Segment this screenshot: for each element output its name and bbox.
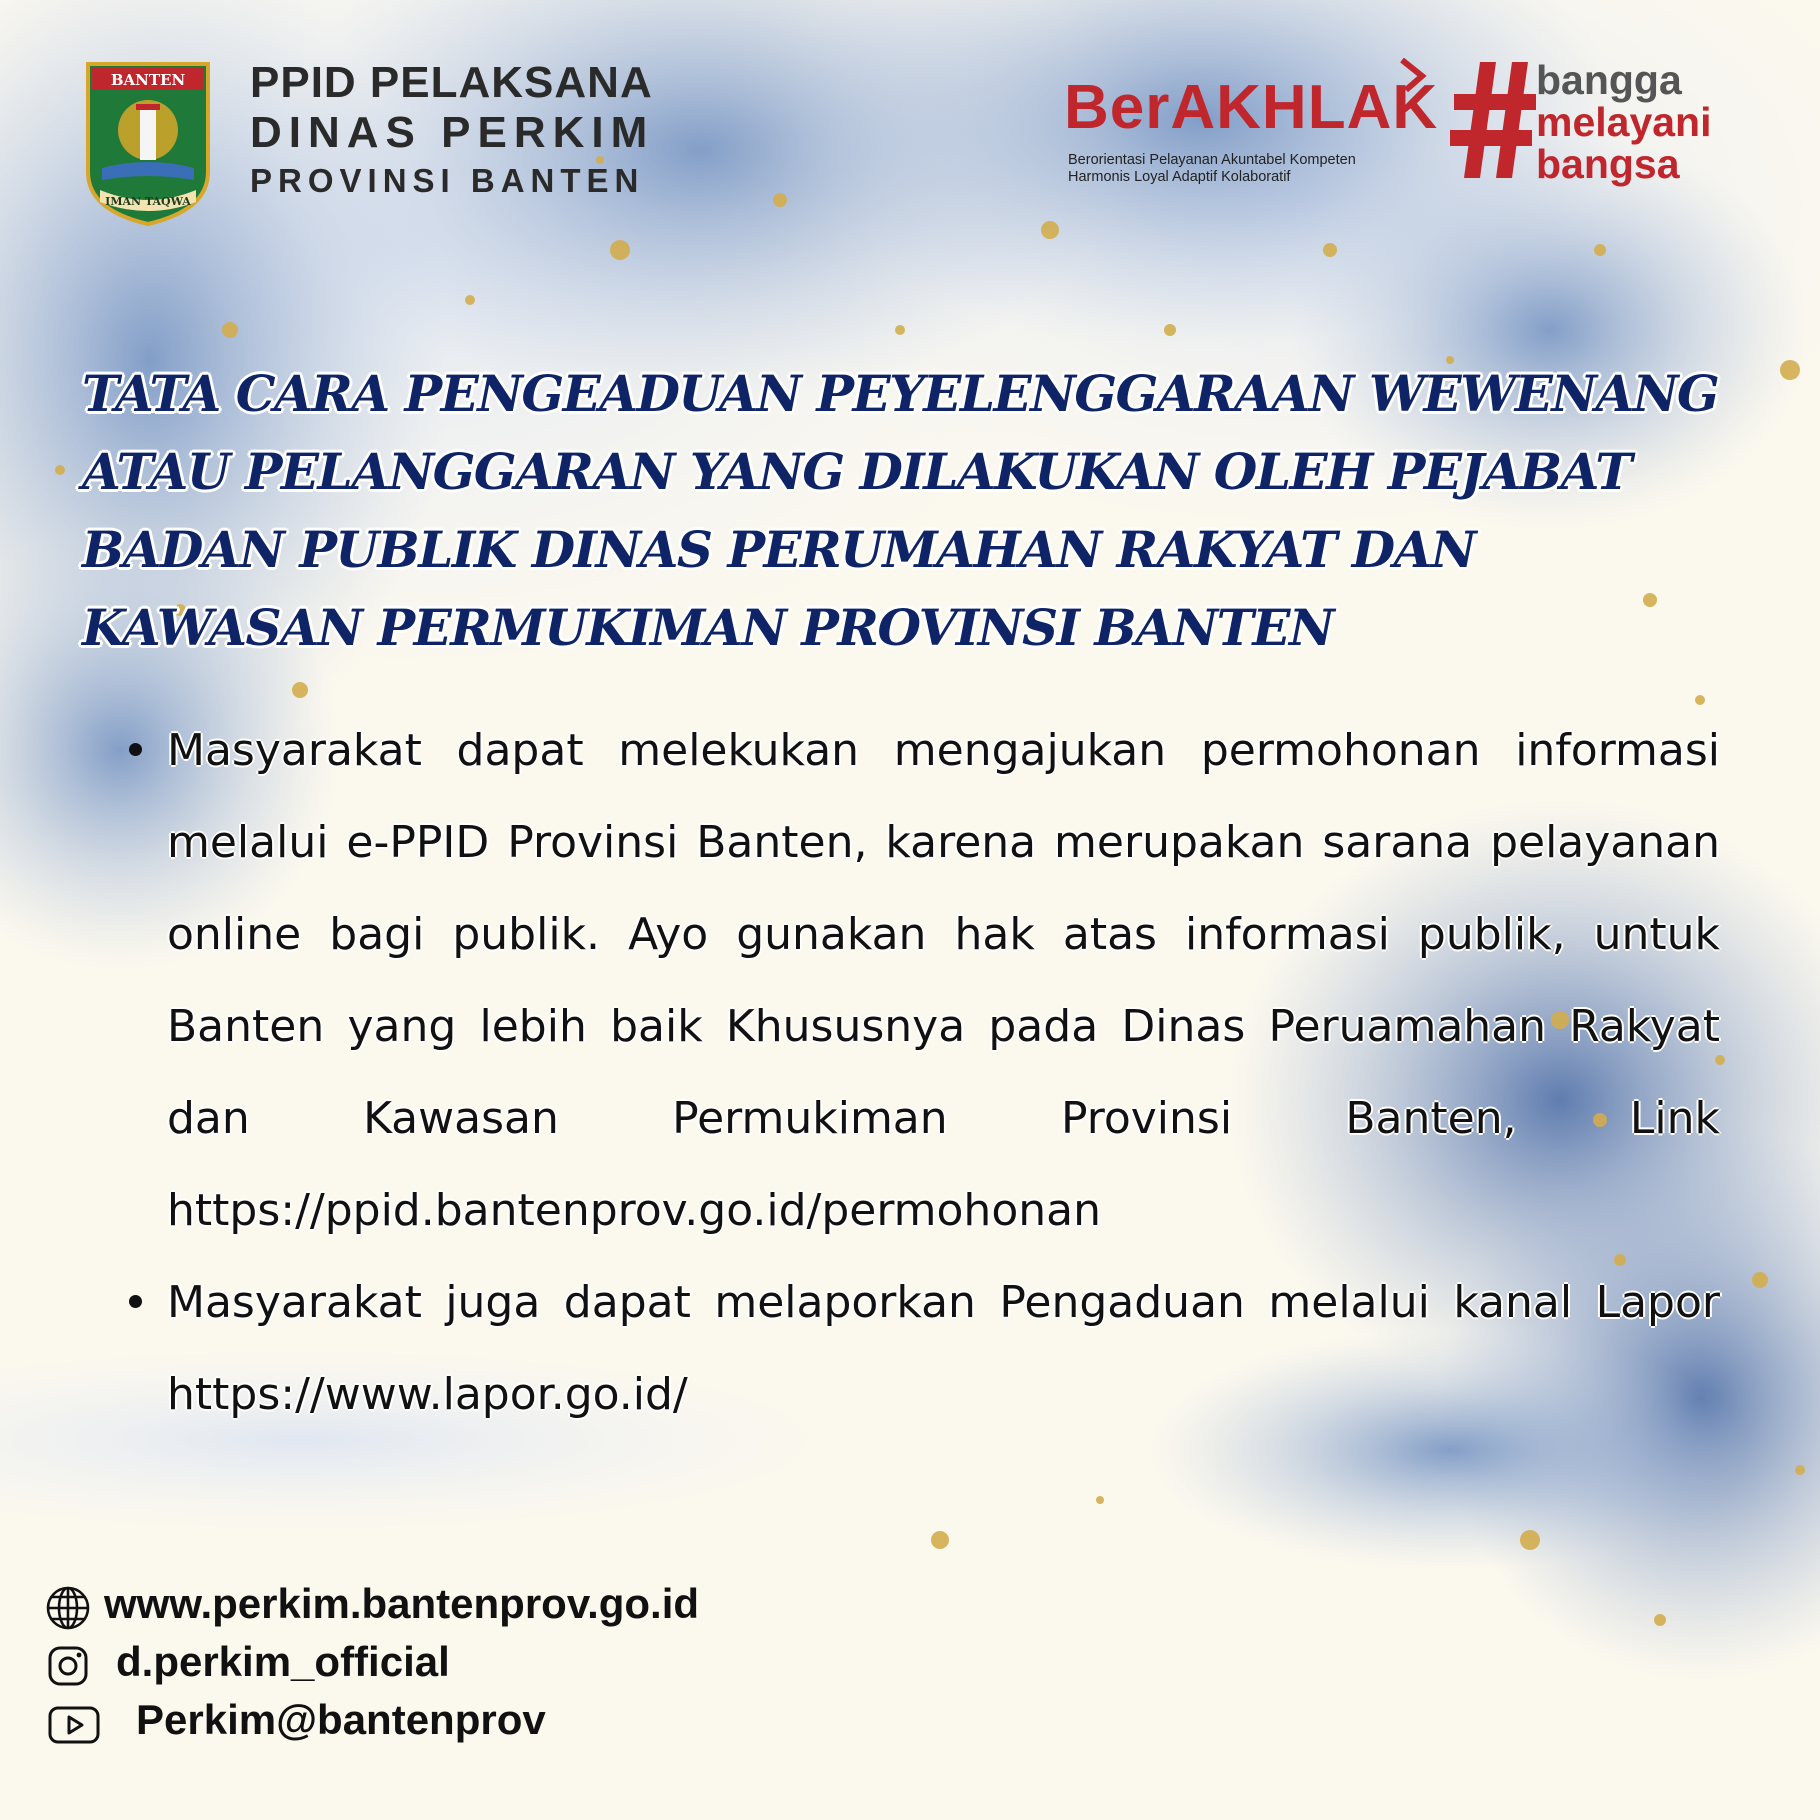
bullet-text-2: Masyarakat juga dapat melaporkan Pengaduan melalui kanal Lapor https://www.lapor.go.id/ xyxy=(167,1277,1720,1420)
berakhlak-sub-1: Berorientasi Pelayanan Akuntabel Kompeten xyxy=(1068,152,1356,168)
bangga-melayani-bangsa-logo xyxy=(1450,50,1720,190)
page-title xyxy=(82,355,1782,667)
title-line-3: BADAN PUBLIK DINAS PERUMAHAN RAKYAT DAN xyxy=(82,520,1476,579)
instagram-icon xyxy=(44,1642,92,1690)
bangga-word-1: bangga xyxy=(1536,57,1682,103)
title-line-1: TATA CARA PENGEADUAN PEYELENGGARAAN WEWENANG xyxy=(82,364,1719,423)
berakhlak-logo xyxy=(1064,50,1439,185)
org-line-1: PPID PELAKSANA xyxy=(250,58,653,107)
bullet-dot xyxy=(129,743,142,756)
berakhlak-word: BerAKHLAK xyxy=(1064,73,1439,142)
chevron-icon xyxy=(1392,56,1432,96)
youtube-icon xyxy=(44,1700,104,1748)
globe-icon xyxy=(44,1584,92,1632)
title-line-4: KAWASAN PERMUKIMAN PROVINSI BANTEN xyxy=(82,598,1334,657)
bangga-word-3: bangsa xyxy=(1536,141,1680,187)
emblem-top-text: BANTEN xyxy=(110,71,186,89)
hashtag-icon xyxy=(1450,62,1540,178)
bullet-list xyxy=(125,705,1720,1441)
youtube-text: Perkim@bantenprov xyxy=(136,1696,546,1743)
berakhlak-sub-2: Harmonis Loyal Adaptif Kolaboratif xyxy=(1068,169,1291,185)
org-name-block xyxy=(250,58,654,204)
org-line-3: PROVINSI BANTEN xyxy=(250,162,645,199)
bangga-word-2: melayani xyxy=(1536,99,1712,145)
instagram-text: d.perkim_official xyxy=(116,1638,450,1685)
list-item xyxy=(125,1257,1720,1441)
bullet-text-1: Masyarakat dapat melekukan mengajukan permohonan informasi melalui e-PPID Provinsi Banten, karena merupakan sarana pelayanan online bagi publik. Ayo gunakan hak atas informasi publik, untuk Banten yang lebih baik Khususnya pada Dinas Peruamahan Rakyat dan Kawasan Permukiman Provinsi Banten, Link https://ppid.bantenprov.go.id/permohonan xyxy=(167,725,1720,1236)
bullet-dot xyxy=(129,1295,142,1308)
list-item xyxy=(125,705,1720,1257)
emblem-motto: IMAN TAQWA xyxy=(105,195,191,208)
banten-emblem-logo xyxy=(82,60,214,228)
website-text: www.perkim.bantenprov.go.id xyxy=(104,1580,700,1627)
org-line-2: DINAS PERKIM xyxy=(250,108,655,157)
title-line-2: ATAU PELANGGARAN YANG DILAKUKAN OLEH PEJABAT xyxy=(82,442,1631,501)
